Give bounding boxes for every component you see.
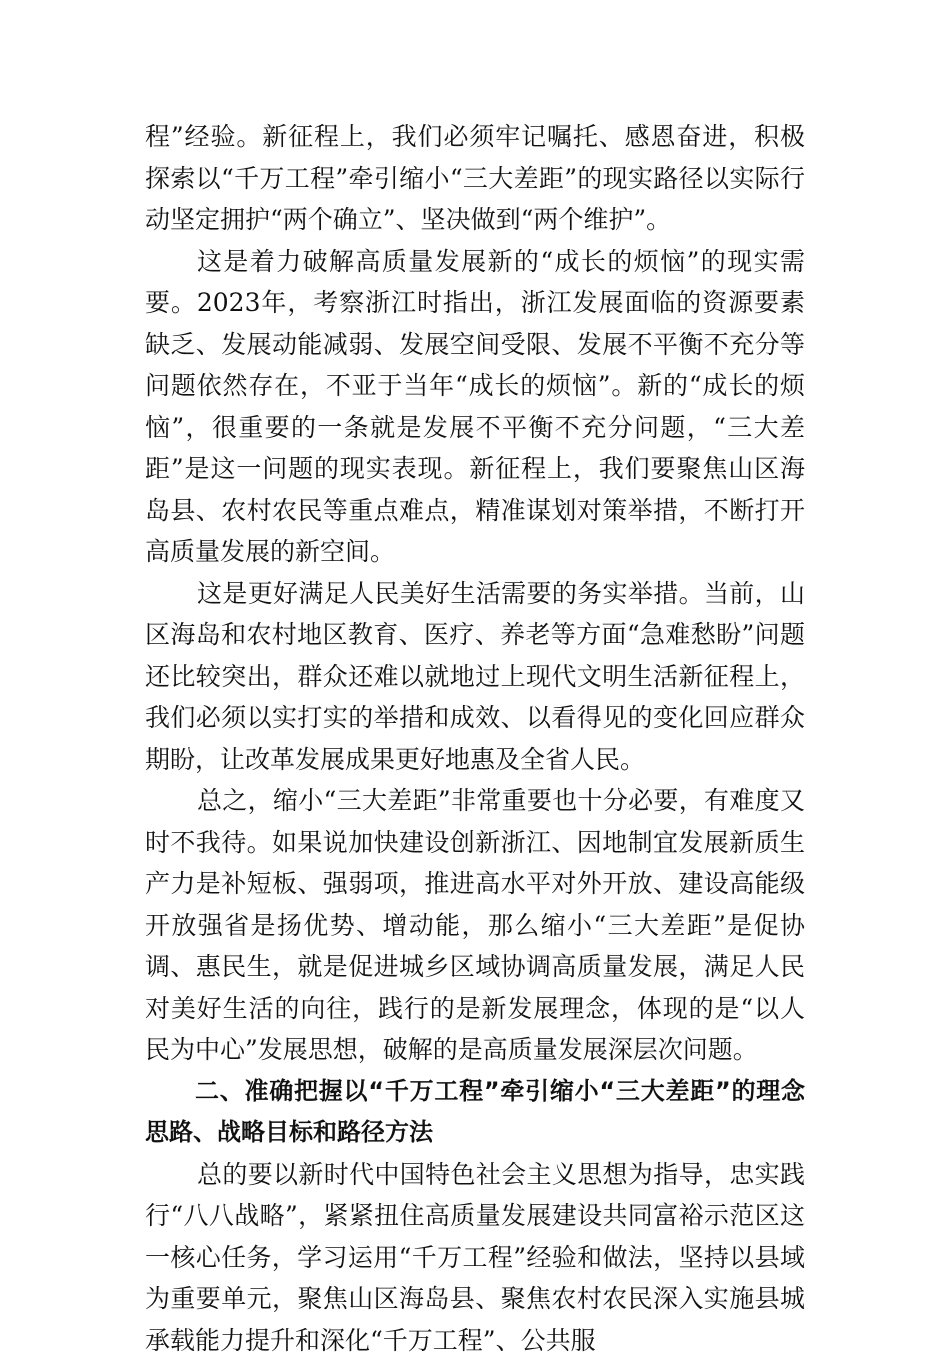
paragraph-summary: 总之，缩小“三大差距”非常重要也十分必要，有难度又时不我待。如果说加快建设创新浙江、因地制宜发展新质生产力是补短板、强弱项，推进高水平对外开放、建设高能级开放强省是扬优势、增动能，那么缩小“三大差距”是促协调、惠民生，就是促进城乡区域协调高质量发展，满足人民对美好生活的向往，践行的是新发展理念，体现的是“以人民为中心”发展思想，破解的是高质量发展深层次问题。 [145, 780, 805, 1071]
paragraph-continuation: 程”经验。新征程上，我们必须牢记嘱托、感恩奋进，积极探索以“千万工程”牵引缩小“三大差距”的现实路径以实际行动坚定拥护“两个确立”、坚决做到“两个维护”。 [145, 116, 805, 241]
paragraph-livelihood: 这是更好满足人民美好生活需要的务实举措。当前，山区海岛和农村地区教育、医疗、养老等方面“急难愁盼”问题还比较突出，群众还难以就地过上现代文明生活新征程上，我们必须以实打实的举措和成效、以看得见的变化回应群众期盼，让改革发展成果更好地惠及全省人民。 [145, 573, 805, 781]
paragraph-growing-pains: 这是着力破解高质量发展新的“成长的烦恼”的现实需要。2023年，考察浙江时指出，浙江发展面临的资源要素缺乏、发展动能减弱、发展空间受限、发展不平衡不充分等问题依然存在，不亚于当年“成长的烦恼”。新的“成长的烦恼”，很重要的一条就是发展不平衡不充分问题，“三大差距”是这一问题的现实表现。新征程上，我们要聚焦山区海岛县、农村农民等重点难点，精准谋划对策举措，不断打开高质量发展的新空间。 [145, 241, 805, 573]
paragraph-overall-approach: 总的要以新时代中国特色社会主义思想为指导，忠实践行“八八战略”，紧紧扭住高质量发展建设共同富裕示范区这一核心任务，学习运用“千万工程”经验和做法，坚持以县域为重要单元，聚焦山区海岛县、聚焦农村农民深入实施县城承载能力提升和深化“千万工程”、公共服 [145, 1154, 805, 1361]
section-heading: 二、准确把握以“千万工程”牵引缩小“三大差距”的理念思路、战略目标和路径方法 [145, 1071, 805, 1154]
document-page [145, 116, 805, 1361]
